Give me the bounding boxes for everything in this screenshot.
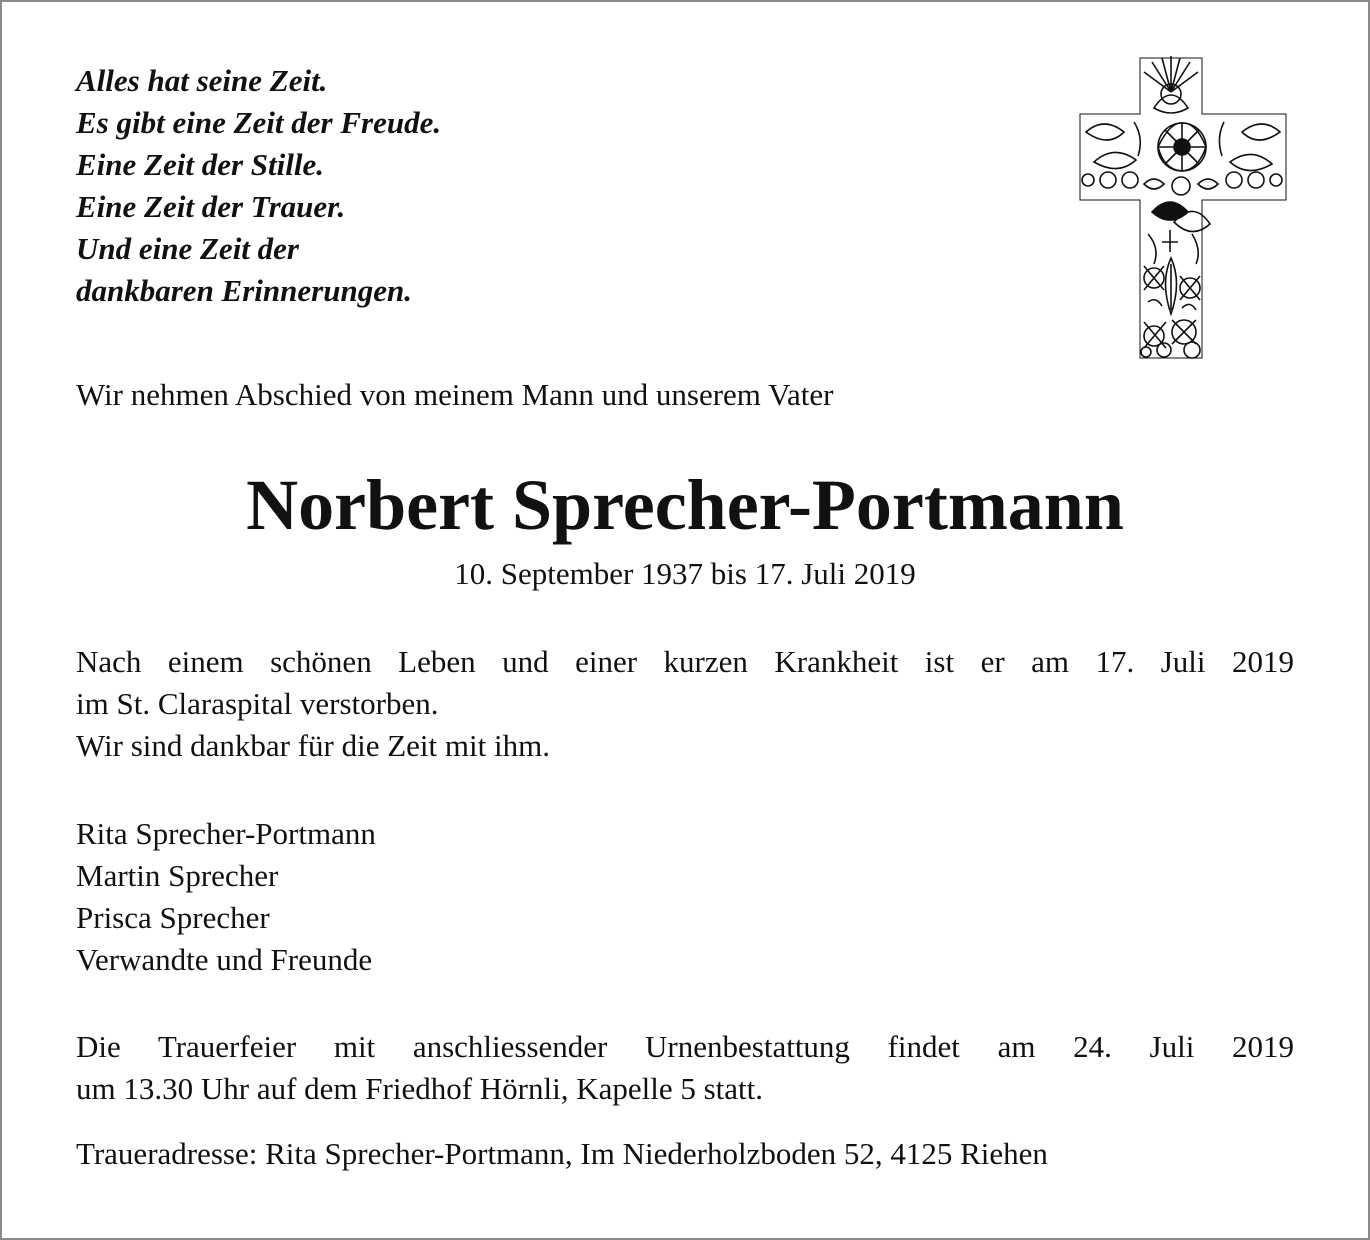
poem-line: Eine Zeit der Stille. [76,147,324,182]
mourners-list [76,813,376,981]
mourner-name: Rita Sprecher-Portmann [76,816,376,851]
floral-cross-icon [1074,52,1294,367]
ceremony-paragraph [76,1026,1294,1110]
mourner-name: Verwandte und Freunde [76,942,373,977]
ceremony-line: um 13.30 Uhr auf dem Friedhof Hörnli, Kapelle 5 statt. [76,1071,764,1106]
mourning-address: Traueradresse: Rita Sprecher-Portmann, Im Niederholzboden 52, 4125 Riehen [76,1136,1048,1171]
message-line: im St. Claraspital verstorben. [76,686,439,721]
mourner-name: Martin Sprecher [76,858,279,893]
intro-text: Wir nehmen Abschied von meinem Mann und unserem Vater [76,377,834,412]
life-dates: 10. September 1937 bis 17. Juli 2019 [454,556,916,591]
poem [76,60,441,312]
poem-line: Es gibt eine Zeit der Freude. [76,105,442,140]
deceased-name: Norbert Sprecher-Portmann [246,465,1124,545]
poem-line: Alles hat seine Zeit. [76,63,328,98]
poem-line: Eine Zeit der Trauer. [76,189,346,224]
message-line: Nach einem schönen Leben und einer kurzen Krankheit ist er am 17. Juli 2019 [76,644,1294,679]
poem-line: Und eine Zeit der [76,231,299,266]
poem-line: dankbaren Erinnerungen. [76,273,412,308]
message-line: Wir sind dankbar für die Zeit mit ihm. [76,728,550,763]
mourner-name: Prisca Sprecher [76,900,270,935]
ceremony-line: Die Trauerfeier mit anschliessender Urnenbestattung findet am 24. Juli 2019 [76,1029,1294,1064]
message-paragraph [76,641,1294,767]
